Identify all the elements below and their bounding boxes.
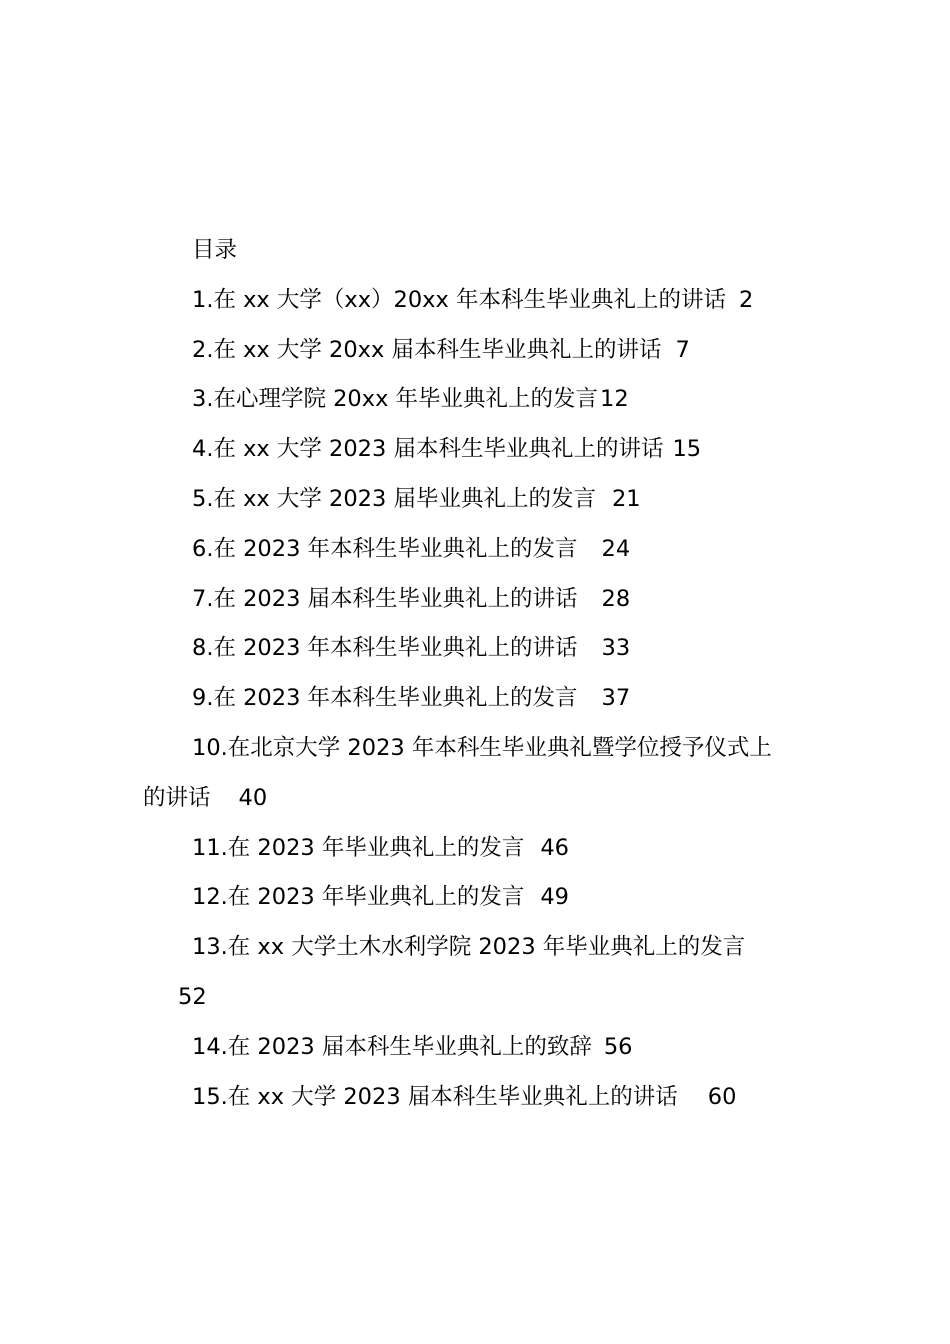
toc-entry-page: 37 (601, 685, 631, 712)
toc-entry-page: 49 (540, 884, 569, 911)
toc-entry-6 (143, 525, 813, 575)
toc-entry-10-continued (143, 774, 813, 824)
toc-entry-page: 2 (738, 286, 754, 313)
toc-entry-12 (143, 873, 813, 923)
toc-entry-text: 13.在 xx 大学土木水利学院 2023 年毕业典礼上的发言 (192, 934, 746, 961)
toc-entry-text: 1.在 xx 大学（xx）20xx 年本科生毕业典礼上的讲话 (192, 286, 726, 313)
toc-entry-text-continued: 的讲话 (143, 784, 211, 811)
toc-entry-text: 2.在 xx 大学 20xx 届本科生毕业典礼上的讲话 (192, 336, 662, 363)
toc-entry-page: 21 (611, 485, 641, 512)
toc-entry-14 (143, 1023, 813, 1073)
toc-entry-text: 11.在 2023 年毕业典礼上的发言 (192, 834, 525, 861)
toc-entry-text: 10.在北京大学 2023 年本科生毕业典礼暨学位授予仪式上 (192, 734, 772, 761)
toc-entry-7 (143, 575, 813, 625)
toc-entry-page: 24 (601, 535, 631, 562)
toc-entry-page: 46 (540, 834, 569, 861)
toc-entry-text: 12.在 2023 年毕业典礼上的发言 (192, 884, 525, 911)
toc-entry-5 (143, 475, 813, 525)
toc-entry-4 (143, 425, 813, 475)
toc-entry-page: 12 (600, 386, 629, 413)
toc-entry-text: 5.在 xx 大学 2023 届毕业典礼上的发言 (192, 485, 596, 512)
toc-entry-page: 28 (601, 585, 631, 612)
toc-entry-page: 15 (672, 436, 702, 463)
toc-entry-text: 4.在 xx 大学 2023 届本科生毕业典礼上的讲话 (192, 436, 664, 463)
toc-entry-10 (143, 724, 813, 774)
toc-entry-text: 7.在 2023 届本科生毕业典礼上的讲话 (192, 585, 578, 612)
toc-entry-text: 6.在 2023 年本科生毕业典礼上的发言 (192, 535, 578, 562)
toc-entry-9 (143, 674, 813, 724)
toc-entry-1 (143, 276, 813, 326)
toc-entry-page: 56 (603, 1033, 633, 1060)
toc-entry-15 (143, 1073, 813, 1123)
toc-entry-page: 7 (675, 336, 690, 363)
toc-entry-page: 60 (707, 1083, 737, 1110)
toc-entry-13 (143, 923, 813, 973)
toc-entry-8 (143, 624, 813, 674)
toc-entry-text: 15.在 xx 大学 2023 届本科生毕业典礼上的讲话 (192, 1083, 678, 1110)
toc-entry-3 (143, 375, 813, 425)
table-of-contents (143, 226, 813, 1122)
toc-entry-page: 40 (238, 784, 268, 811)
toc-entry-11 (143, 824, 813, 874)
toc-entry-text: 9.在 2023 年本科生毕业典礼上的发言 (192, 685, 578, 712)
toc-entry-13-continued (143, 973, 813, 1023)
toc-entry-page: 33 (601, 635, 631, 662)
toc-entry-text: 8.在 2023 年本科生毕业典礼上的讲话 (192, 635, 578, 662)
toc-entry-2 (143, 326, 813, 376)
toc-entry-text: 3.在心理学院 20xx 年毕业典礼上的发言 (192, 386, 599, 413)
toc-title: 目录 (192, 237, 238, 263)
toc-entry-page: 52 (178, 983, 207, 1010)
toc-entry-text: 14.在 2023 届本科生毕业典礼上的致辞 (192, 1033, 592, 1060)
